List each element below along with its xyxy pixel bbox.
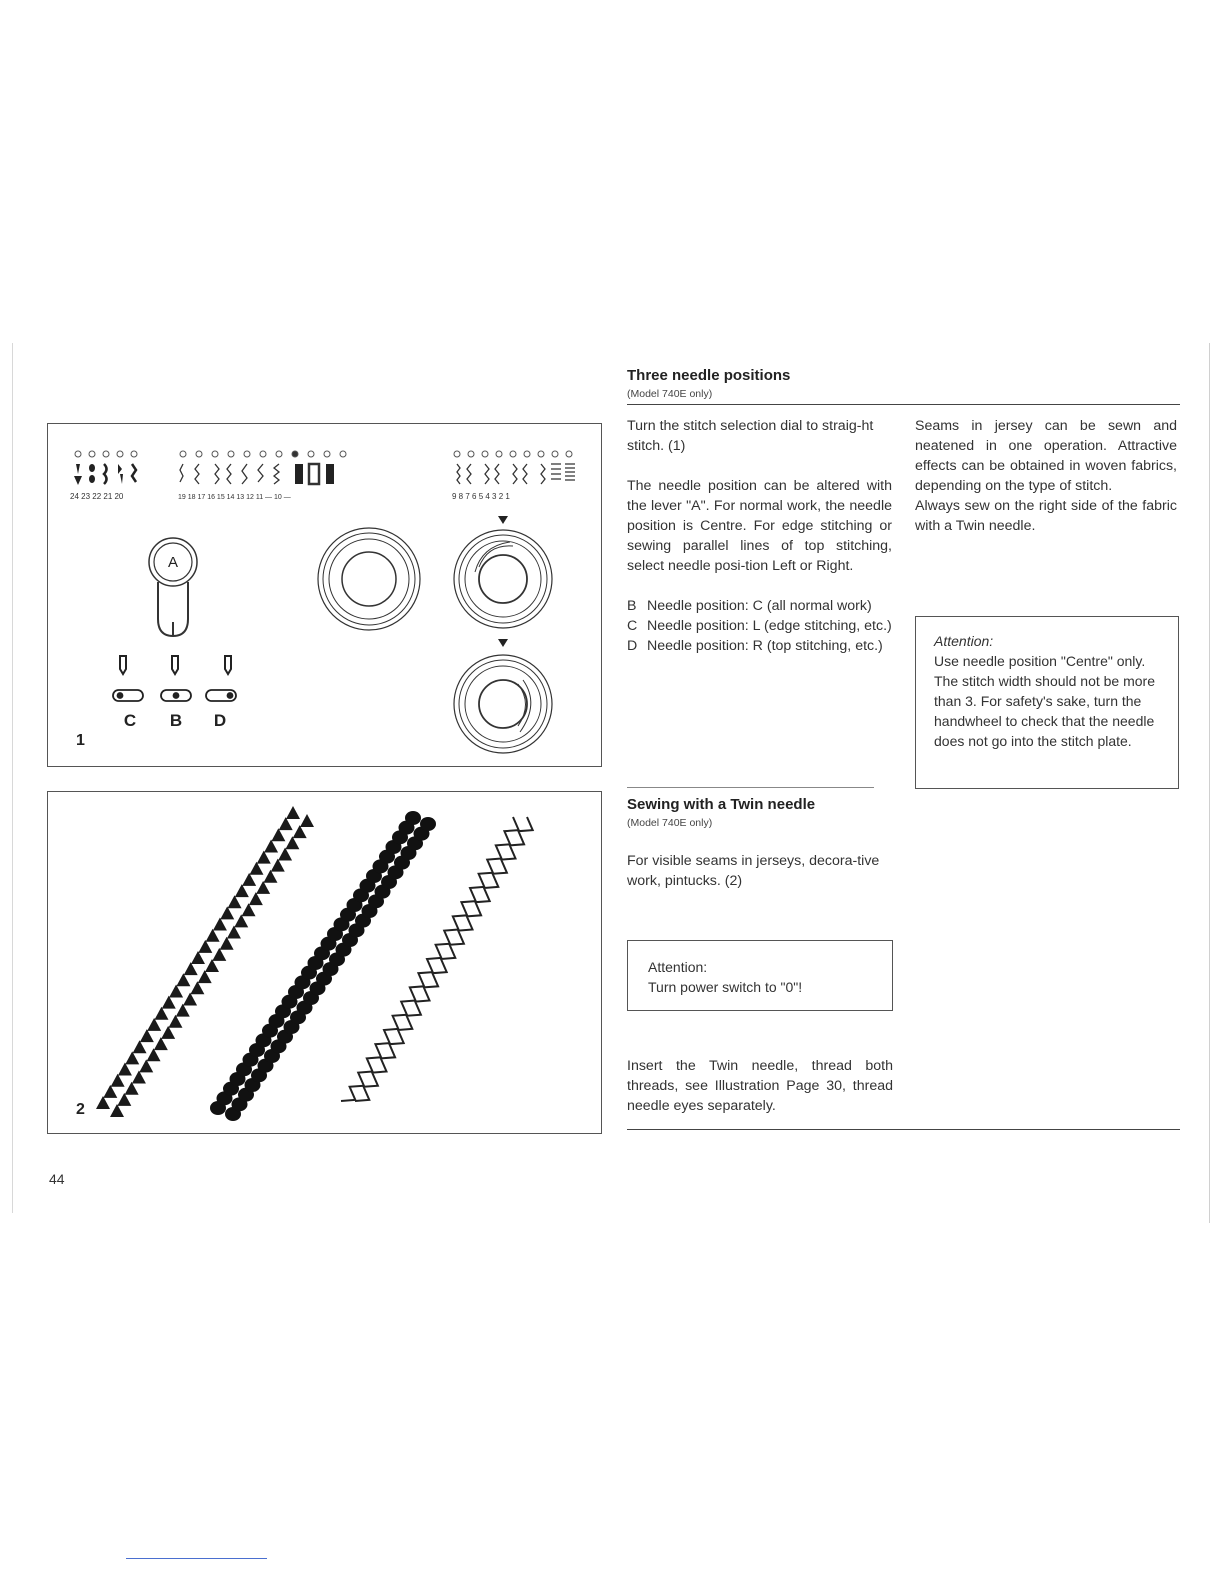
seam-triangle — [212, 948, 226, 961]
seam-triangle — [139, 1059, 153, 1072]
stitch-numbers-right: 9 8 7 6 5 4 3 2 1 — [452, 492, 510, 501]
figure-2-number: 2 — [76, 1101, 85, 1118]
section1-column-right — [915, 416, 1177, 536]
stitch-indicator-dots-left — [75, 451, 137, 457]
seam-dense-pattern — [210, 811, 436, 1121]
list-item-text: Needle position: R (top stitching, etc.) — [647, 638, 883, 654]
seam-triangle — [286, 806, 300, 819]
list-item-text: Needle position: C (all normal work) — [647, 598, 872, 614]
section1-para2: The needle position can be altered with the lever "A". For normal work, the needle position is Centre. For edge stitching or sewing parallel lines of top stitching, select needle posi-tion Left or Right. — [627, 478, 892, 574]
seam-triangle — [161, 1026, 175, 1039]
figure-1-needle-positions — [47, 423, 602, 767]
seam-triangle — [96, 1096, 110, 1109]
seam-triangle — [249, 892, 263, 905]
seam-triangle — [300, 814, 314, 827]
seam-triangle — [147, 1048, 161, 1061]
seam-triangle — [198, 940, 212, 953]
figure-2-illustration — [48, 792, 600, 1132]
seam-blob — [420, 817, 436, 831]
stitch-indicator-dots-middle — [180, 451, 346, 457]
seam-triangle — [263, 870, 277, 883]
position-label-c: C — [123, 711, 137, 730]
footer-link-underline — [126, 1558, 267, 1559]
seam-triangle — [125, 1051, 139, 1064]
seam-triangle — [168, 1015, 182, 1028]
list-item — [627, 616, 892, 636]
list-item-key: C — [627, 618, 638, 634]
section2-para2: Insert the Twin needle, thread both threads, see Illustration Page 30, thread needle eyes separately. — [627, 1058, 893, 1114]
seam-triangle — [125, 1082, 139, 1095]
seam-triangle-pattern — [96, 806, 314, 1117]
needle-icons — [120, 656, 231, 674]
seam-triangle — [234, 914, 248, 927]
section2-bottom-rule — [627, 1129, 1180, 1130]
seam-triangle — [154, 1037, 168, 1050]
seam-triangle — [228, 895, 242, 908]
position-label-d: D — [213, 711, 227, 730]
needle-position-slots — [113, 690, 236, 701]
seam-triangle — [293, 825, 307, 838]
seam-triangle — [110, 1104, 124, 1117]
seam-triangle — [103, 1085, 117, 1098]
figure-1-number: 1 — [76, 732, 85, 749]
page-number: 44 — [49, 1171, 65, 1187]
seam-triangle — [256, 881, 270, 894]
seam-blob — [405, 811, 421, 825]
seam-triangle — [242, 873, 256, 886]
seam-triangle — [190, 981, 204, 994]
seam-triangle — [132, 1071, 146, 1084]
stitch-symbols-left — [74, 464, 136, 485]
seam-triangle — [257, 851, 271, 864]
position-label-b: B — [169, 711, 183, 730]
stitch-symbols-middle — [180, 464, 334, 484]
section-title-three-needle-positions: Three needle positions — [627, 367, 791, 384]
seam-triangle — [235, 884, 249, 897]
list-item-key: D — [627, 638, 638, 654]
seam-triangle — [278, 847, 292, 860]
seam-triangle — [133, 1040, 147, 1053]
seam-triangle — [140, 1029, 154, 1042]
section2-top-rule — [627, 787, 874, 788]
page-edge-left — [12, 343, 13, 1213]
seam-triangle — [220, 937, 234, 950]
seam-triangle — [285, 836, 299, 849]
section2-model-note: (Model 740E only) — [627, 817, 713, 829]
seam-triangle — [242, 903, 256, 916]
stitch-indicator-dots-right — [454, 451, 572, 457]
seam-zigzag-line — [341, 817, 519, 1101]
page-edge-right — [1209, 343, 1210, 1223]
seam-triangle — [176, 973, 190, 986]
section1-right-para2: Always sew on the right side of the fabric with a Twin needle. — [915, 498, 1177, 534]
seam-triangle — [191, 951, 205, 964]
seam-triangle — [271, 859, 285, 872]
list-item — [627, 636, 892, 656]
section1-rule — [627, 404, 1180, 405]
stitch-dial-bottom — [454, 639, 552, 753]
seam-triangle — [279, 817, 293, 830]
stitch-numbers-left: 24 23 22 21 20 — [70, 492, 124, 501]
seam-triangle — [184, 962, 198, 975]
seam-triangle — [213, 918, 227, 931]
seam-triangle — [249, 862, 263, 875]
seam-triangle — [162, 996, 176, 1009]
figure-1-illustration — [48, 424, 600, 765]
seam-triangle — [220, 906, 234, 919]
seam-triangle — [264, 839, 278, 852]
seam-triangle — [147, 1018, 161, 1031]
list-item — [627, 596, 892, 616]
section1-model-note: (Model 740E only) — [627, 388, 713, 400]
figure-2-twin-needle-seams — [47, 791, 602, 1134]
blank-dial — [318, 528, 420, 630]
stitch-numbers-middle: 19 18 17 16 15 14 13 12 11 — 10 — — [178, 494, 291, 501]
seam-triangle — [118, 1063, 132, 1076]
stitch-dial-top — [454, 516, 552, 628]
seam-triangle — [176, 1004, 190, 1017]
needle-lever-a — [149, 538, 197, 636]
seam-triangle — [227, 926, 241, 939]
seam-triangle — [198, 970, 212, 983]
section2-para1: For visible seams in jerseys, decora-tive work, pintucks. (2) — [627, 853, 880, 889]
seam-triangle — [169, 984, 183, 997]
attention-box-needle-centre — [915, 616, 1179, 789]
list-item-key: B — [627, 598, 637, 614]
attention-title: Attention: — [648, 959, 708, 975]
seam-zigzag-pattern — [341, 817, 533, 1101]
seam-triangle — [111, 1074, 125, 1087]
seam-triangle — [117, 1093, 131, 1106]
seam-triangle — [205, 959, 219, 972]
seam-triangle — [206, 929, 220, 942]
seam-triangle — [183, 992, 197, 1005]
attention-title: Attention: — [934, 633, 994, 649]
lever-a-label: A — [167, 554, 179, 571]
section-title-twin-needle: Sewing with a Twin needle — [627, 796, 816, 813]
list-item-text: Needle position: L (edge stitching, etc.) — [647, 618, 892, 634]
attention-text: Use needle position "Centre" only. The stitch width should not be more than 3. For safety's sake, turn the handwheel to check that the needle does not go into the stitch plate. — [934, 653, 1156, 749]
seam-triangle — [154, 1007, 168, 1020]
section1-column-left — [627, 416, 892, 656]
section1-para1: Turn the stitch selection dial to straig-ht stitch. (1) — [627, 418, 874, 454]
attention-text: Turn power switch to "0"! — [648, 979, 803, 995]
stitch-symbols-right — [457, 464, 575, 484]
seam-triangle — [271, 828, 285, 841]
attention-box-power-switch — [627, 940, 893, 1011]
section1-right-para1: Seams in jersey can be sewn and neatened in one operation. Attractive effects can be obtained in woven fabrics, depending on the type of stitch. — [915, 418, 1177, 494]
